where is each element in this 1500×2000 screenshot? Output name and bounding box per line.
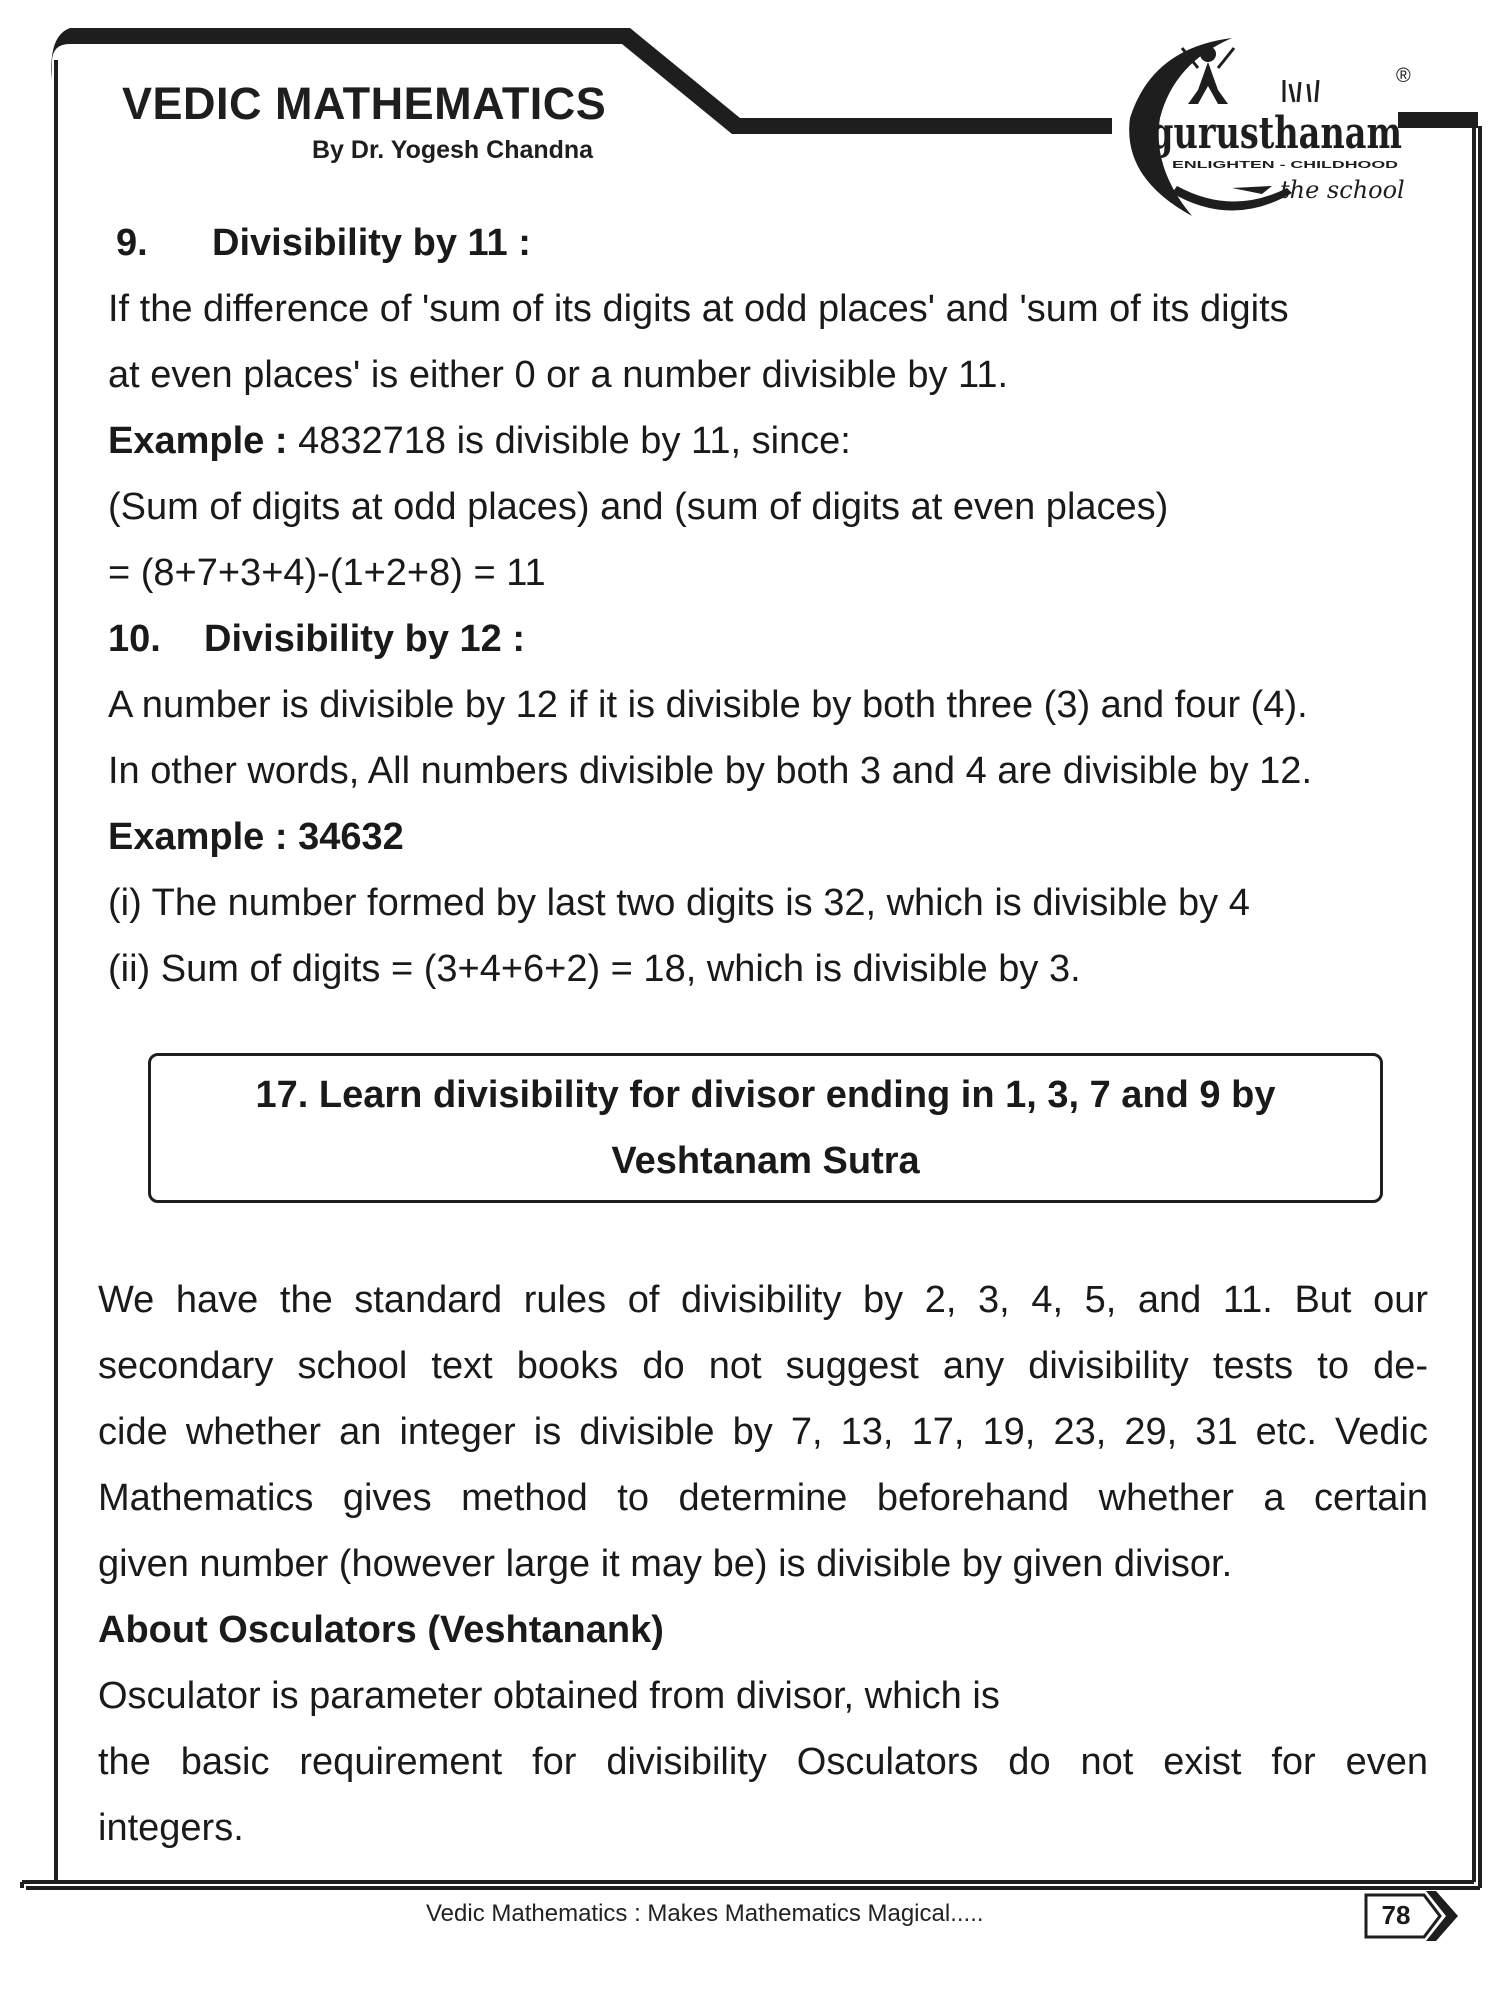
intro-line-1: We have the standard rules of divisibility by 2, 3, 4, 5, and 11. But our (98, 1279, 1428, 1321)
logo-registered: ® (1396, 65, 1411, 87)
logo-emblem-icon (1112, 18, 1412, 228)
section-10-point-1: (i) The number formed by last two digits is 32, which is divisible by 4 (108, 882, 1250, 924)
section-9-title: Divisibility by 11 : (212, 222, 531, 264)
intro-line-2: secondary school text books do not suggest any divisibility tests to de- (98, 1345, 1428, 1387)
section-10-rule-line-2: In other words, All numbers divisible by both 3 and 4 are divisible by 12. (108, 750, 1312, 792)
book-title: VEDIC MATHEMATICS (122, 78, 607, 129)
gurusthanam-logo (1112, 18, 1412, 228)
book-author: By Dr. Yogesh Chandna (312, 136, 594, 164)
logo-subtitle: the school (1280, 176, 1405, 204)
section-10-point-2: (ii) Sum of digits = (3+4+6+2) = 18, which is divisible by 3. (108, 948, 1081, 990)
section-10-title: Divisibility by 12 : (204, 618, 525, 660)
intro-line-5: given number (however large it may be) is divisible by given divisor. (98, 1543, 1233, 1585)
section-10-example-heading: Example : 34632 (108, 816, 404, 858)
osculators-heading: About Osculators (Veshtanank) (98, 1609, 664, 1651)
section-9-number: 9. (116, 222, 148, 264)
logo-tagline: ENLIGHTEN - CHILDHOOD (1172, 160, 1398, 171)
section-9-rule-line-1: If the difference of 'sum of its digits at odd places' and 'sum of its digits (108, 288, 1289, 330)
section-10-heading (108, 606, 1448, 672)
section-9-example (108, 408, 1448, 474)
section-10-rule-line-1: A number is divisible by 12 if it is divisible by both three (3) and four (4). (108, 684, 1308, 726)
section-9-example-line-2: (Sum of digits at odd places) and (sum of digits at even places) (108, 486, 1169, 528)
section-10-number: 10. (108, 618, 161, 660)
veshtanam-intro (98, 1267, 1428, 1861)
section-17-title-line-2: Veshtanam Sutra (611, 1140, 920, 1182)
section-9-example-text: 4832718 is divisible by 11, since: (287, 420, 851, 462)
section-17-title-line-1: 17. Learn divisibility for divisor ending in 1, 3, 7 and 9 by (255, 1074, 1276, 1116)
osculators-line-2: the basic requirement for divisibility Osculators do not exist for even (98, 1741, 1428, 1783)
page-number: 78 (1381, 1900, 1411, 1930)
section-17-box (148, 1053, 1383, 1203)
logo-wordmark: gurusthanam (1150, 108, 1402, 159)
intro-line-3: cide whether an integer is divisible by 7, 13, 17, 19, 23, 29, 31 etc. Vedic (98, 1411, 1428, 1453)
intro-line-4: Mathematics gives method to determine beforehand whether a certain (98, 1477, 1428, 1519)
section-9-example-label: Example : (108, 420, 288, 462)
footer-tagline: Vedic Mathematics : Makes Mathematics Magical..... (426, 1900, 984, 1927)
osculators-line-1: Osculator is parameter obtained from divisor, which is (98, 1675, 1000, 1717)
osculators-line-3: integers. (98, 1807, 244, 1849)
divisibility-rules (108, 210, 1448, 1002)
section-9-heading (108, 210, 1448, 276)
section-9-example-line-3: = (8+7+3+4)-(1+2+8) = 11 (108, 552, 546, 594)
section-9-rule-line-2: at even places' is either 0 or a number divisible by 11. (108, 354, 1009, 396)
